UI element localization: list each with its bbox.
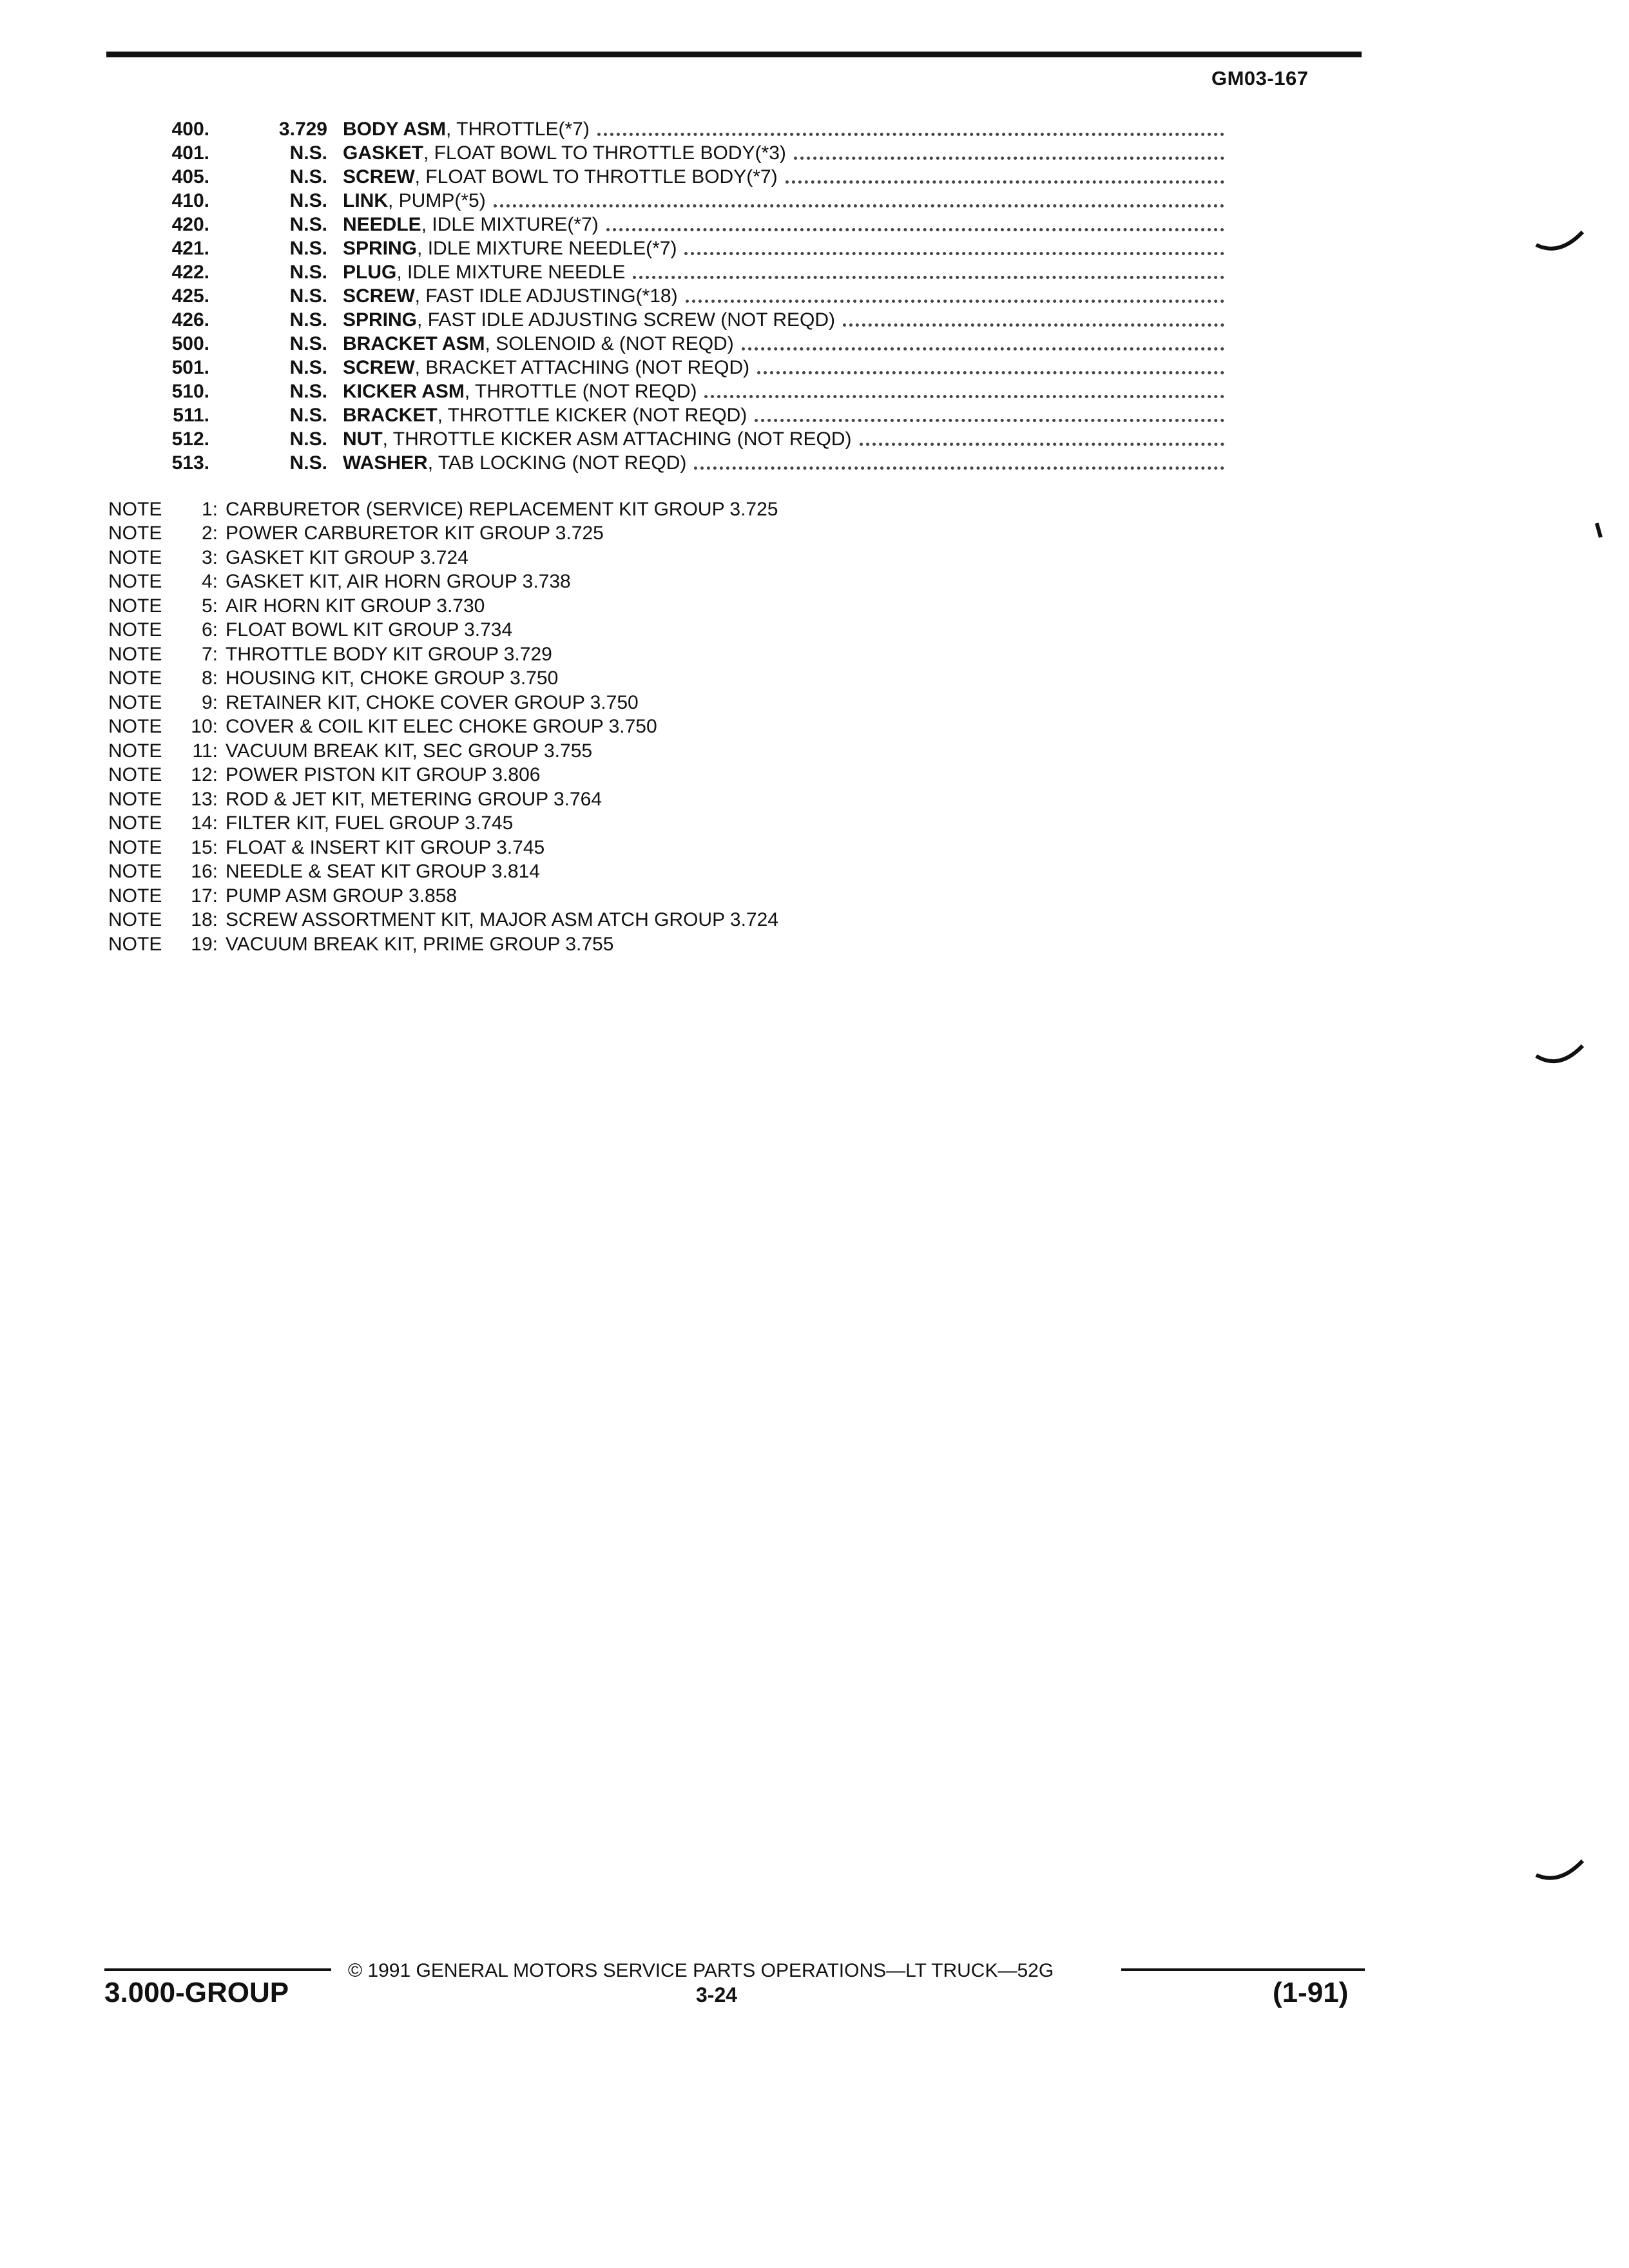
part-description: , THROTTLE(*7): [446, 118, 590, 140]
part-name: SPRING: [343, 237, 418, 259]
dot-leader: [860, 443, 1224, 446]
page-number: 3-24: [696, 1983, 738, 2006]
note-text: ROD & JET KIT, METERING GROUP 3.764: [226, 788, 602, 810]
note-text: NEEDLE & SEAT KIT GROUP 3.814: [226, 861, 540, 883]
part-description: , IDLE MIXTURE(*7): [421, 213, 599, 235]
part-number: 420.: [171, 213, 209, 235]
top-rule: [106, 52, 1362, 57]
note-row: [108, 836, 778, 860]
note-text: POWER CARBURETOR KIT GROUP 3.725: [226, 523, 604, 544]
part-name: GASKET: [343, 142, 424, 164]
note-label: NOTE: [108, 885, 162, 907]
note-label: NOTE: [108, 571, 162, 593]
note-number: 13:: [191, 788, 218, 810]
note-text: POWER PISTON KIT GROUP 3.806: [226, 764, 541, 786]
part-row: [103, 451, 1224, 475]
note-row: [108, 884, 778, 908]
part-row: [103, 308, 1224, 332]
note-label: NOTE: [108, 836, 162, 858]
note-number: 16:: [191, 861, 218, 883]
part-description: , SOLENOID & (NOT REQD): [485, 332, 734, 354]
note-row: [108, 715, 778, 740]
note-label: NOTE: [108, 668, 162, 689]
note-label: NOTE: [108, 595, 162, 617]
note-text: GASKET KIT GROUP 3.724: [226, 546, 468, 568]
part-number: 511.: [173, 404, 209, 426]
part-row: [103, 117, 1224, 141]
binder-hole-mark-3: [1534, 1856, 1585, 1888]
dot-leader: [757, 371, 1224, 374]
note-number: 19:: [191, 933, 218, 955]
dot-leader: [684, 252, 1224, 255]
note-number: 10:: [191, 716, 218, 738]
note-text: COVER & COIL KIT ELEC CHOKE GROUP 3.750: [226, 716, 657, 738]
dot-leader: [742, 347, 1224, 351]
part-group: N.S.: [289, 452, 327, 474]
part-group: N.S.: [289, 428, 327, 450]
part-group: N.S.: [289, 142, 327, 164]
part-description: , TAB LOCKING (NOT REQD): [427, 452, 687, 474]
dot-leader: [704, 395, 1224, 398]
note-row: [108, 812, 778, 836]
note-row: [108, 594, 778, 619]
footer-rule-right: [1121, 1968, 1365, 1971]
note-number: 2:: [201, 523, 218, 544]
part-name: BRACKET ASM: [343, 332, 485, 354]
part-row: [103, 236, 1224, 260]
dot-leader: [794, 157, 1224, 160]
part-name: PLUG: [343, 261, 397, 283]
dot-leader: [686, 300, 1224, 303]
note-row: [108, 691, 778, 715]
part-description: , THROTTLE KICKER (NOT REQD): [437, 404, 747, 426]
part-description: , FAST IDLE ADJUSTING SCREW (NOT REQD): [417, 309, 836, 331]
note-number: 1:: [201, 498, 218, 520]
part-number: 512.: [171, 428, 209, 450]
note-label: NOTE: [108, 523, 162, 544]
note-label: NOTE: [108, 909, 162, 931]
note-number: 7:: [201, 643, 218, 665]
note-row: [108, 860, 778, 885]
part-number: 405.: [171, 166, 209, 187]
part-description: , FLOAT BOWL TO THROTTLE BODY(*3): [423, 142, 786, 164]
part-number: 425.: [171, 285, 209, 307]
binder-hole-mark-1: [1534, 226, 1585, 258]
part-number: 421.: [171, 237, 209, 259]
note-label: NOTE: [108, 764, 162, 786]
note-text: VACUUM BREAK KIT, PRIME GROUP 3.755: [226, 933, 614, 955]
part-description: , PUMP(*5): [388, 189, 486, 211]
part-row: [103, 141, 1224, 165]
part-group: N.S.: [289, 285, 327, 307]
note-label: NOTE: [108, 933, 162, 955]
part-number: 410.: [171, 189, 209, 211]
note-row: [108, 908, 778, 933]
part-number: 500.: [171, 332, 209, 354]
note-label: NOTE: [108, 643, 162, 665]
part-description: , FLOAT BOWL TO THROTTLE BODY(*7): [414, 166, 778, 187]
part-row: [103, 332, 1224, 356]
revision-date: (1-91): [1273, 1977, 1349, 2008]
note-row: [108, 739, 778, 764]
note-row: [108, 522, 778, 546]
note-label: NOTE: [108, 619, 162, 641]
note-number: 6:: [201, 619, 218, 641]
part-row: [103, 403, 1224, 427]
note-label: NOTE: [108, 691, 162, 713]
note-text: CARBURETOR (SERVICE) REPLACEMENT KIT GROUP 3.725: [226, 498, 778, 520]
dot-leader: [843, 323, 1224, 327]
part-number: 422.: [171, 261, 209, 283]
part-group: N.S.: [289, 189, 327, 211]
part-name: KICKER ASM: [343, 380, 465, 402]
part-group: N.S.: [289, 356, 327, 378]
part-name: NEEDLE: [343, 213, 421, 235]
binder-hole-mark-2: [1534, 1041, 1585, 1073]
group-id: 3.000-GROUP: [104, 1977, 289, 2008]
note-number: 11:: [192, 740, 218, 762]
part-name: WASHER: [343, 452, 428, 474]
notes-list: [108, 497, 778, 957]
note-row: [108, 932, 778, 957]
note-number: 15:: [191, 836, 218, 858]
note-text: FILTER KIT, FUEL GROUP 3.745: [226, 812, 514, 834]
part-number: 401.: [171, 142, 209, 164]
part-number: 426.: [171, 309, 209, 331]
note-text: PUMP ASM GROUP 3.858: [226, 885, 458, 907]
note-number: 8:: [201, 668, 218, 689]
note-label: NOTE: [108, 546, 162, 568]
part-group: N.S.: [289, 309, 327, 331]
note-row: [108, 642, 778, 667]
dot-leader: [597, 133, 1224, 136]
note-number: 4:: [201, 571, 218, 593]
note-label: NOTE: [108, 812, 162, 834]
part-row: [103, 427, 1224, 451]
part-group: 3.729: [278, 118, 327, 140]
part-number: 513.: [171, 452, 209, 474]
note-text: GASKET KIT, AIR HORN GROUP 3.738: [226, 571, 571, 593]
part-group: N.S.: [289, 332, 327, 354]
part-name: LINK: [343, 189, 388, 211]
note-text: AIR HORN KIT GROUP 3.730: [226, 595, 485, 617]
note-text: RETAINER KIT, CHOKE COVER GROUP 3.750: [226, 691, 639, 713]
dot-leader: [494, 204, 1224, 207]
note-number: 14:: [191, 812, 218, 834]
part-description: , THROTTLE (NOT REQD): [464, 380, 697, 402]
part-description: , BRACKET ATTACHING (NOT REQD): [414, 356, 750, 378]
dot-leader: [786, 180, 1224, 184]
part-number: 510.: [171, 380, 209, 402]
edge-speck: [1593, 521, 1606, 540]
note-number: 17:: [191, 885, 218, 907]
part-name: SCREW: [343, 285, 415, 307]
part-group: N.S.: [289, 404, 327, 426]
part-name: SPRING: [343, 309, 418, 331]
part-description: , IDLE MIXTURE NEEDLE: [396, 261, 626, 283]
part-group: N.S.: [289, 213, 327, 235]
document-code: GM03-167: [1211, 67, 1309, 90]
note-number: 18:: [191, 909, 218, 931]
part-name: NUT: [343, 428, 383, 450]
part-row: [103, 284, 1224, 308]
part-number: 400.: [171, 118, 209, 140]
part-group: N.S.: [289, 380, 327, 402]
part-name: SCREW: [343, 356, 415, 378]
part-description: , THROTTLE KICKER ASM ATTACHING (NOT REQD): [382, 428, 852, 450]
note-number: 9:: [201, 691, 218, 713]
note-number: 5:: [201, 595, 218, 617]
part-row: [103, 380, 1224, 403]
part-description: , IDLE MIXTURE NEEDLE(*7): [417, 237, 677, 259]
part-group: N.S.: [289, 237, 327, 259]
part-row: [103, 165, 1224, 189]
note-text: SCREW ASSORTMENT KIT, MAJOR ASM ATCH GROUP 3.724: [226, 909, 778, 931]
footer-rule-left: [104, 1968, 331, 1971]
note-row: [108, 764, 778, 788]
part-row: [103, 260, 1224, 284]
note-label: NOTE: [108, 740, 162, 762]
note-row: [108, 787, 778, 812]
note-text: FLOAT & INSERT KIT GROUP 3.745: [226, 836, 545, 858]
dot-leader: [633, 276, 1224, 279]
part-name: SCREW: [343, 166, 415, 187]
note-text: FLOAT BOWL KIT GROUP 3.734: [226, 619, 513, 641]
part-number: 501.: [171, 356, 209, 378]
dot-leader: [755, 419, 1224, 422]
parts-list: [103, 117, 1224, 475]
note-row: [108, 619, 778, 643]
note-label: NOTE: [108, 498, 162, 520]
note-label: NOTE: [108, 861, 162, 883]
note-row: [108, 546, 778, 570]
note-row: [108, 570, 778, 595]
part-name: BODY ASM: [343, 118, 447, 140]
note-text: HOUSING KIT, CHOKE GROUP 3.750: [226, 668, 559, 689]
part-row: [103, 213, 1224, 236]
dot-leader: [694, 466, 1224, 470]
part-row: [103, 356, 1224, 380]
part-name: BRACKET: [343, 404, 438, 426]
copyright-line: © 1991 GENERAL MOTORS SERVICE PARTS OPERATIONS—LT TRUCK—52G: [348, 1960, 1054, 1981]
note-row: [108, 497, 778, 522]
dot-leader: [606, 228, 1224, 231]
part-row: [103, 189, 1224, 213]
note-row: [108, 667, 778, 691]
note-text: THROTTLE BODY KIT GROUP 3.729: [226, 643, 552, 665]
note-label: NOTE: [108, 716, 162, 738]
part-description: , FAST IDLE ADJUSTING(*18): [414, 285, 678, 307]
note-text: VACUUM BREAK KIT, SEC GROUP 3.755: [226, 740, 593, 762]
note-number: 12:: [191, 764, 218, 786]
part-group: N.S.: [289, 166, 327, 187]
note-number: 3:: [201, 546, 218, 568]
note-label: NOTE: [108, 788, 162, 810]
part-group: N.S.: [289, 261, 327, 283]
